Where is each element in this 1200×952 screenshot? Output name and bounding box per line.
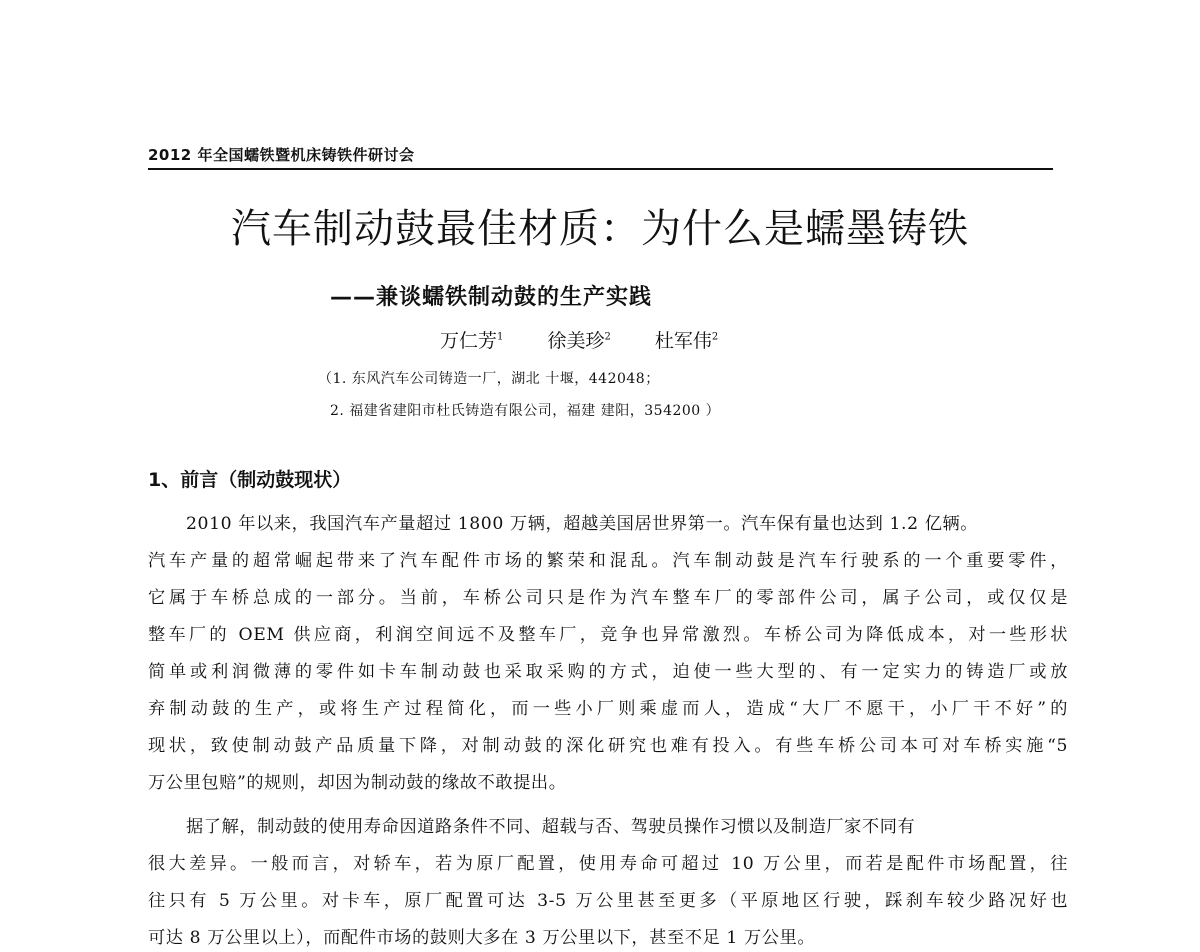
body-line: 汽车产量的超常崛起带来了汽车配件市场的繁荣和混乱。汽车制动鼓是汽车行驶系的一个重要零件， <box>148 551 1068 571</box>
conference-header: 2012 年全国蠕铁暨机床铸铁件研讨会 <box>148 146 415 164</box>
author-3: 杜军伟$^2$ <box>654 330 719 352</box>
section-heading: 1、前言（制动鼓现状） <box>148 469 352 491</box>
paper-subtitle: ——兼谈蠕铁制动鼓的生产实践 <box>330 285 653 310</box>
author-list <box>440 326 756 353</box>
body-line: 很大差异。一般而言，对轿车，若为原厂配置，使用寿命可超过 10 万公里，而若是配件市场配置，往 <box>148 854 1068 874</box>
body-line: 整车厂的 OEM 供应商，利润空间远不及整车厂，竞争也异常激烈。车桥公司为降低成本，对一些形状 <box>148 625 1068 645</box>
body-line: 2010 年以来，我国汽车产量超过 1800 万辆，超越美国居世界第一。汽车保有量也达到 1.2 亿辆。 <box>186 514 979 534</box>
author-2: 徐美珍$^2$ <box>547 330 611 352</box>
body-line: 弃制动鼓的生产，或将生产过程简化，而一些小厂则乘虚而人，造成“大厂不愿干，小厂干不好”的 <box>148 699 1068 719</box>
author-1: 万仁芳$^1$ <box>440 330 504 352</box>
paper-title: 汽车制动鼓最佳材质：为什么是蠕墨铸铁 <box>231 206 969 252</box>
body-line: 万公里包赔”的规则，却因为制动鼓的缘故不敢提出。 <box>148 773 567 793</box>
body-line: 现状，致使制动鼓产品质量下降，对制动鼓的深化研究也难有投入。有些车桥公司本可对车桥实施“5 <box>148 736 1068 756</box>
body-line: 据了解，制动鼓的使用寿命因道路条件不同、超载与否、驾驶员操作习惯以及制造厂家不同有 <box>186 817 916 837</box>
body-line: 它属于车桥总成的一部分。当前，车桥公司只是作为汽车整车厂的零部件公司，属子公司，或仅仅是 <box>148 588 1068 608</box>
affiliation-2: 2. 福建省建阳市杜氏铸造有限公司，福建 建阳，354200 ） <box>330 403 721 419</box>
header-rule <box>148 168 1053 170</box>
affiliation-1: （1. 东风汽车公司铸造一厂，湖北 十堰，442048； <box>318 371 660 387</box>
body-line: 可达 8 万公里以上），而配件市场的鼓则大多在 3 万公里以下，甚至不足 1 万公里。 <box>148 928 816 948</box>
body-line: 往只有 5 万公里。对卡车，原厂配置可达 3-5 万公里甚至更多（平原地区行驶，踩刹车较少路况好也 <box>148 891 1068 911</box>
body-line: 简单或利润微薄的零件如卡车制动鼓也采取采购的方式，迫使一些大型的、有一定实力的铸造厂或放 <box>148 662 1068 682</box>
